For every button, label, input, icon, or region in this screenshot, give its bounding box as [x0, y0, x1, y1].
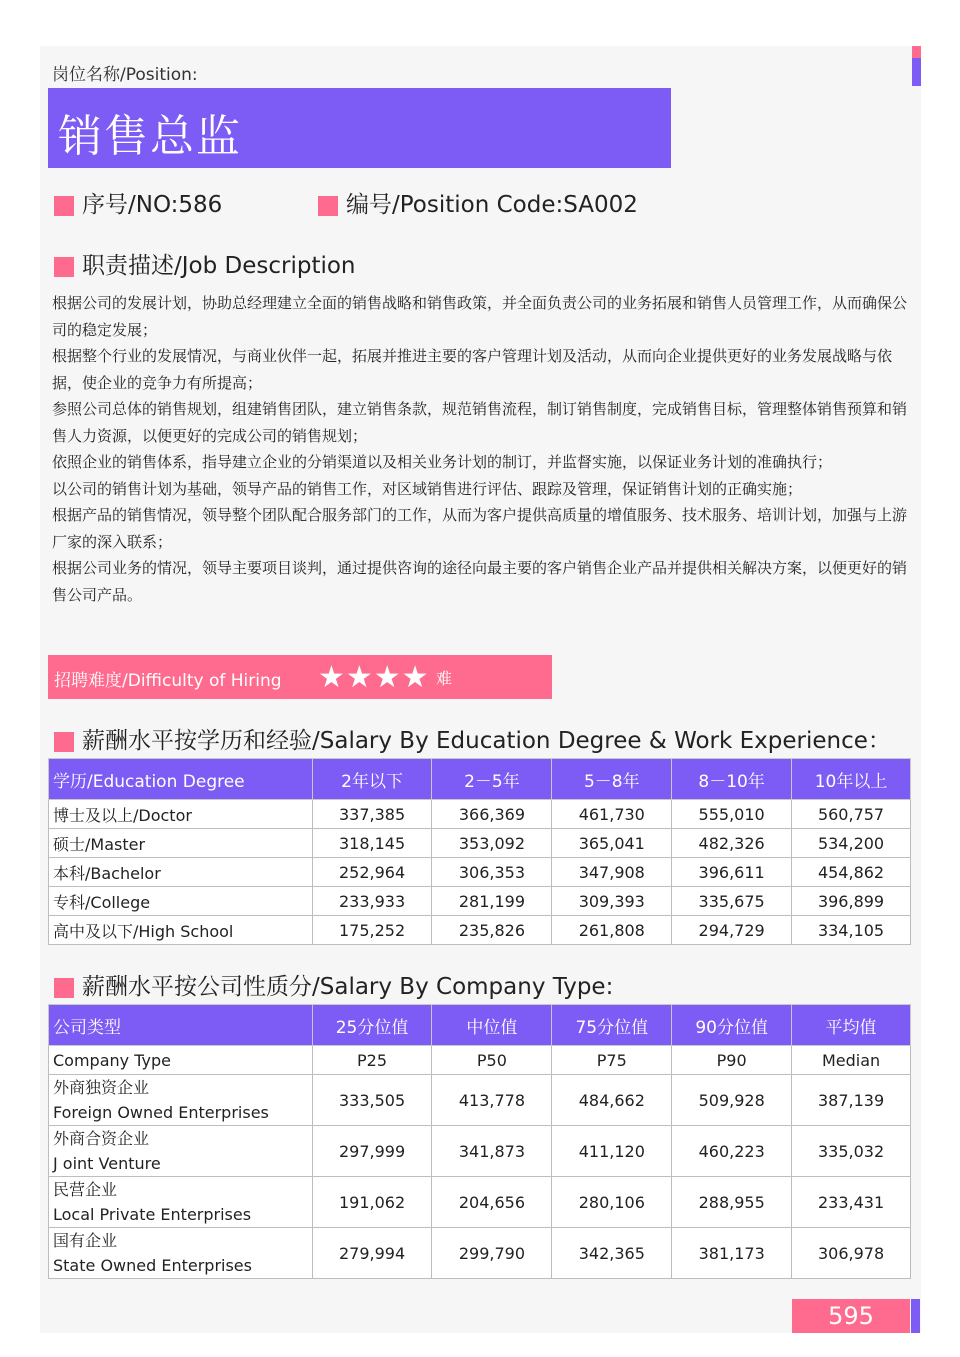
table-cell: 335,675: [672, 887, 792, 916]
company-type-en: J oint Venture: [53, 1154, 161, 1173]
column-header: 公司类型: [49, 1005, 313, 1046]
table-cell: 484,662: [552, 1075, 672, 1126]
position-number-text: 序号/NO:586: [82, 192, 223, 218]
row-label: 博士及以上/Doctor: [49, 800, 313, 829]
table-cell: 387,139: [792, 1075, 911, 1126]
description-paragraph: 根据公司的发展计划，协助总经理建立全面的销售战略和销售政策，并全面负责公司的业务拓展和销售人员管理工作，从而确保公司的稳定发展；: [52, 294, 908, 339]
bullet-square-icon: [54, 257, 74, 277]
table-row: [49, 800, 911, 829]
table-cell: 341,873: [432, 1126, 552, 1177]
bullet-square-icon: [54, 196, 74, 216]
table-cell: 534,200: [792, 829, 911, 858]
row-label: [49, 1075, 313, 1126]
position-label: 岗位名称/Position:: [52, 65, 198, 85]
table-cell: 509,928: [672, 1075, 792, 1126]
corner-accent-bar: [912, 46, 921, 86]
edu-salary-heading-text: 薪酬水平按学历和经验/Salary By Education Degree & Work Experience：: [82, 728, 891, 754]
column-header: 90分位值: [672, 1005, 792, 1046]
row-label: 高中及以下/High School: [49, 916, 313, 945]
table-row: [49, 887, 911, 916]
table-cell: 413,778: [432, 1075, 552, 1126]
table-cell: 235,826: [432, 916, 552, 945]
table-row: [49, 1126, 911, 1177]
position-number: [54, 186, 222, 219]
table-subheader-row: [49, 1046, 911, 1075]
description-paragraph: 依照企业的销售体系，指导建立企业的分销渠道以及相关业务计划的制订，并监督实施，以保证业务计划的准确执行；: [52, 453, 833, 471]
table-cell: 297,999: [312, 1126, 432, 1177]
description-paragraph: 根据产品的销售情况，领导整个团队配合服务部门的工作，从而为客户提供高质量的增值服务、技术服务、培训计划，加强与上游厂家的深入联系；: [52, 506, 908, 551]
table-cell: 233,933: [312, 887, 432, 916]
table-cell: 366,369: [432, 800, 552, 829]
company-type-cn: 外商合资企业: [53, 1129, 150, 1148]
table-cell: 204,656: [432, 1177, 552, 1228]
difficulty-label: 招聘难度/Difficulty of Hiring: [54, 671, 282, 691]
column-header: 25分位值: [312, 1005, 432, 1046]
bullet-square-icon: [318, 196, 338, 216]
table-cell: 191,062: [312, 1177, 432, 1228]
table-cell: 365,041: [552, 829, 672, 858]
table-header-row: [49, 1005, 911, 1046]
table-cell: 280,106: [552, 1177, 672, 1228]
column-header: 2－5年: [432, 759, 552, 800]
table-cell: 461,730: [552, 800, 672, 829]
table-cell: 306,978: [792, 1228, 911, 1279]
column-header: 2年以下: [312, 759, 432, 800]
table-cell: 396,899: [792, 887, 911, 916]
company-type-cn: 国有企业: [53, 1231, 118, 1250]
column-header: 8－10年: [672, 759, 792, 800]
company-type-en: Foreign Owned Enterprises: [53, 1103, 269, 1122]
column-header: 5－8年: [552, 759, 672, 800]
company-type-en: Local Private Enterprises: [53, 1205, 252, 1224]
company-type-cn: 民营企业: [53, 1180, 118, 1199]
table-row: [49, 1177, 911, 1228]
company-salary-heading: [54, 968, 613, 1001]
table-cell: 318,145: [312, 829, 432, 858]
page-number-accent: [911, 1299, 920, 1333]
table-cell: 335,032: [792, 1126, 911, 1177]
table-cell: 334,105: [792, 916, 911, 945]
table-cell: 353,092: [432, 829, 552, 858]
row-label: 本科/Bachelor: [49, 858, 313, 887]
column-header: 10年以上: [792, 759, 911, 800]
table-cell: 396,611: [672, 858, 792, 887]
row-label: 硕士/Master: [49, 829, 313, 858]
table-cell: 342,365: [552, 1228, 672, 1279]
company-salary-table: [48, 1004, 911, 1279]
table-cell: 333,505: [312, 1075, 432, 1126]
description-paragraph: 根据公司业务的情况，领导主要项目谈判，通过提供咨询的途径向最主要的客户销售企业产品并提供相关解决方案，以便更好的销售公司产品。: [52, 559, 908, 604]
company-salary-heading-text: 薪酬水平按公司性质分/Salary By Company Type:: [82, 974, 614, 1000]
column-header: 中位值: [432, 1005, 552, 1046]
subheader-cell: P90: [672, 1046, 792, 1075]
row-label: [49, 1126, 313, 1177]
table-cell: 560,757: [792, 800, 911, 829]
table-cell: 306,353: [432, 858, 552, 887]
subheader-cell: Company Type: [49, 1046, 313, 1075]
table-cell: 261,808: [552, 916, 672, 945]
subheader-cell: P25: [312, 1046, 432, 1075]
column-header: 学历/Education Degree: [49, 759, 313, 800]
table-row: [49, 1075, 911, 1126]
table-cell: 347,908: [552, 858, 672, 887]
table-row: [49, 858, 911, 887]
table-cell: 233,431: [792, 1177, 911, 1228]
edu-salary-table: [48, 758, 911, 945]
job-description-heading: [54, 247, 356, 280]
table-cell: 279,994: [312, 1228, 432, 1279]
table-row: [49, 829, 911, 858]
row-label: [49, 1228, 313, 1279]
column-header: 75分位值: [552, 1005, 672, 1046]
table-cell: 454,862: [792, 858, 911, 887]
table-cell: 175,252: [312, 916, 432, 945]
table-cell: 288,955: [672, 1177, 792, 1228]
table-cell: 482,326: [672, 829, 792, 858]
difficulty-level: 难: [436, 669, 453, 688]
position-code-text: 编号/Position Code:SA002: [346, 192, 638, 218]
table-cell: 309,393: [552, 887, 672, 916]
table-cell: 252,964: [312, 858, 432, 887]
position-code: [318, 186, 638, 219]
table-cell: 299,790: [432, 1228, 552, 1279]
table-row: [49, 916, 911, 945]
table-cell: 337,385: [312, 800, 432, 829]
company-type-en: State Owned Enterprises: [53, 1256, 252, 1275]
description-paragraph: 根据整个行业的发展情况，与商业伙伴一起，拓展并推进主要的客户管理计划及活动，从而向企业提供更好的业务发展战略与依据，使企业的竞争力有所提高；: [52, 347, 893, 392]
job-description-body: [52, 290, 912, 608]
table-cell: 294,729: [672, 916, 792, 945]
row-label: 专科/College: [49, 887, 313, 916]
table-header-row: [49, 759, 911, 800]
company-type-cn: 外商独资企业: [53, 1078, 150, 1097]
table-cell: 460,223: [672, 1126, 792, 1177]
subheader-cell: P75: [552, 1046, 672, 1075]
description-paragraph: 以公司的销售计划为基础，领导产品的销售工作，对区域销售进行评估、跟踪及管理，保证销售计划的正确实施；: [52, 479, 803, 498]
table-cell: 281,199: [432, 887, 552, 916]
bullet-square-icon: [54, 732, 74, 752]
subheader-cell: P50: [432, 1046, 552, 1075]
row-label: [49, 1177, 313, 1228]
table-cell: 381,173: [672, 1228, 792, 1279]
table-cell: 411,120: [552, 1126, 672, 1177]
bullet-square-icon: [54, 978, 74, 998]
subheader-cell: Median: [792, 1046, 911, 1075]
difficulty-stars-icon: ★★★★: [318, 660, 430, 695]
job-description-heading-text: 职责描述/Job Description: [82, 253, 356, 279]
edu-salary-heading: [54, 722, 891, 755]
column-header: 平均值: [792, 1005, 911, 1046]
table-cell: 555,010: [672, 800, 792, 829]
page-number: 595: [828, 1302, 874, 1330]
table-row: [49, 1228, 911, 1279]
page-title: 销售总监: [58, 111, 242, 162]
description-paragraph: 参照公司总体的销售规划，组建销售团队，建立销售条款，规范销售流程，制订销售制度，完成销售目标，管理整体销售预算和销售人力资源，以便更好的完成公司的销售规划；: [52, 400, 908, 445]
